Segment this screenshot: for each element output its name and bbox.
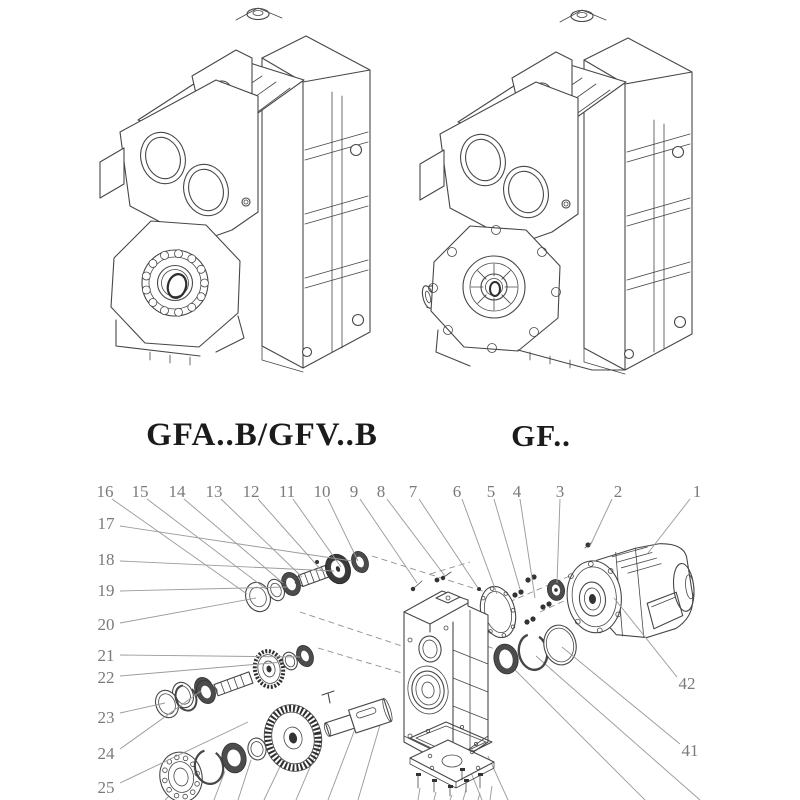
callout-label-10: 10 <box>313 482 331 501</box>
callout-label-17: 17 <box>97 514 115 533</box>
callouts-layer <box>97 482 702 797</box>
callout-label-4: 4 <box>512 482 522 501</box>
callout-label-9: 9 <box>349 482 359 501</box>
model-label-gfa-gfv: GFA..B/GFV..B <box>146 417 378 453</box>
callout-leader-41 <box>562 647 680 744</box>
callout-leader-20 <box>120 598 256 623</box>
callout-label-22: 22 <box>97 668 115 687</box>
callout-label-25: 25 <box>97 778 115 797</box>
exploded-parts-drawing <box>152 541 700 800</box>
callout-label-3: 3 <box>555 482 565 501</box>
callout-leader-18 <box>120 561 334 571</box>
callout-leader-9 <box>360 499 417 583</box>
model-label-gf: GF.. <box>511 418 571 453</box>
callout-label-5: 5 <box>486 482 496 501</box>
motor-assembly <box>563 541 699 646</box>
intermediate-shaft-assembly <box>169 643 317 711</box>
shaft-key <box>322 691 334 703</box>
callout-label-12: 12 <box>242 482 260 501</box>
motor-pinion-bearing <box>546 578 567 602</box>
callout-label-19: 19 <box>97 581 115 600</box>
callout-label-2: 2 <box>613 482 623 501</box>
callout-label-24: 24 <box>97 744 115 763</box>
output-gear <box>258 699 328 776</box>
callout-leader-11 <box>293 499 341 567</box>
callout-label-15: 15 <box>131 482 149 501</box>
callout-label-42: 42 <box>678 674 696 693</box>
output-ball-bearing <box>155 748 206 800</box>
callout-leader-17 <box>120 526 352 561</box>
input-shaft-assembly <box>241 549 371 616</box>
callout-leader-15 <box>147 499 266 589</box>
callout-label-7: 7 <box>408 482 418 501</box>
callout-label-13: 13 <box>205 482 223 501</box>
callout-label-18: 18 <box>97 550 115 569</box>
callout-leader-4 <box>520 499 535 598</box>
callout-label-16: 16 <box>96 482 114 501</box>
callout-label-23: 23 <box>97 708 115 727</box>
callout-label-41: 41 <box>681 741 699 760</box>
callout-label-20: 20 <box>97 615 115 634</box>
gf-gearbox-drawing <box>420 10 692 374</box>
callout-label-21: 21 <box>97 646 115 665</box>
callout-leader-2 <box>590 499 612 546</box>
callout-label-1: 1 <box>692 482 702 501</box>
callout-leader-12 <box>258 499 322 571</box>
callout-leader-5 <box>494 499 520 589</box>
output-shaft <box>321 698 394 742</box>
callout-leader-8 <box>387 499 445 576</box>
small-screws <box>411 572 481 591</box>
callout-leader-6 <box>462 499 497 594</box>
callout-leader-3 <box>557 499 560 583</box>
callout-label-14: 14 <box>168 482 186 501</box>
callout-leader-7 <box>419 499 478 588</box>
callout-leader-10 <box>328 499 358 561</box>
callout-label-11: 11 <box>278 482 296 501</box>
gfa-gfv-gearbox-drawing <box>100 8 370 372</box>
callout-label-6: 6 <box>452 482 462 501</box>
gearbox-housing <box>404 591 488 766</box>
callout-leader-16 <box>112 499 247 594</box>
callout-label-8: 8 <box>376 482 386 501</box>
